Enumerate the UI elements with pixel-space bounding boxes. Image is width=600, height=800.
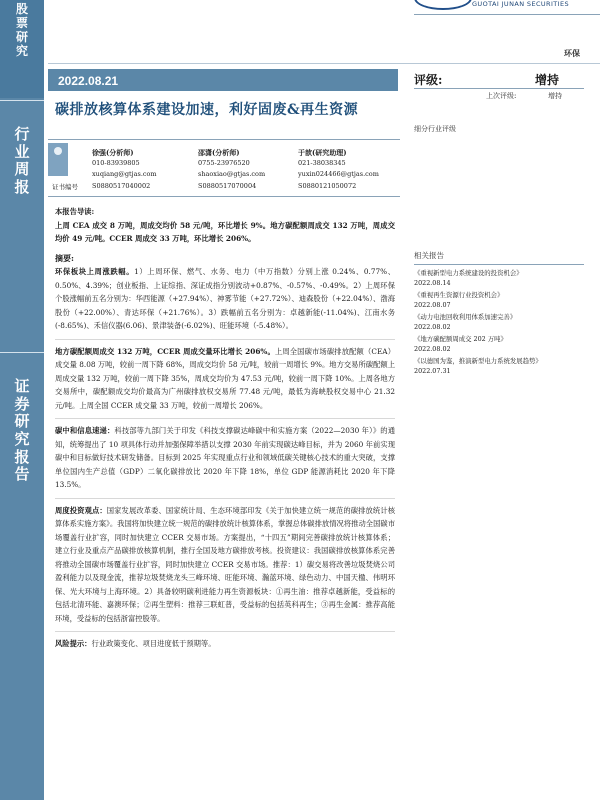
paragraph-sector-performance: [55, 265, 395, 333]
analyst-bottom-rule: [48, 196, 400, 197]
sidebar-top-label-text: 股票研究: [15, 2, 28, 59]
analyst-name: 于歆(研究助理): [298, 148, 347, 157]
related-report-date: 2022.08.07: [414, 301, 451, 309]
related-report-date: 2022.07.31: [414, 367, 451, 375]
logo-text: GUOTAI JUNAN SECURITIES: [472, 0, 570, 8]
analyst-phone: 0755-23976520: [198, 159, 250, 167]
related-report-date: 2022.08.02: [414, 323, 451, 331]
paragraph-text: 行业政策变化、项目进度低于预期等。: [91, 639, 216, 648]
analyst-cert: S0880121050072: [298, 182, 357, 190]
analyst-email[interactable]: yuxin024466@gtjas.com: [298, 170, 379, 178]
summary-label: 摘要:: [55, 252, 74, 263]
rating-subtitle: 细分行业评级: [414, 125, 456, 133]
rating-value: 增持: [535, 73, 560, 87]
logo-arc-icon: [414, 0, 472, 10]
header-rule: [414, 14, 600, 15]
paragraph-investment-view: [55, 504, 395, 626]
paragraph-lead: 风险提示：: [55, 639, 92, 648]
paragraph-text: 1）上周环保、燃气、水务、电力（中万指数）分别上涨 0.24%、0.77%、0.50%、4.39%；创业板指、上证综指、深证成指分别波动+0.87%、-0.57%、-0.49%。2）上周环保个股涨幅前五名分别为：华西能源（+27.94%）、神雾节能（+27.72%）、迪森股份（+22.04%）、渤海股份（+22.00%）、青达环保（+21.76%）。3）跌幅前五名分别为：卓越新能(-11.04%)、江南水务(-8.65%)、禾信仪器(6.06)、景津装备(-6.02%)、旺能环境（-5.48%）。: [55, 267, 395, 330]
paragraph-lead: 周度投资观点：: [55, 505, 107, 515]
related-report-link[interactable]: 《地方碳配额周成交 202 万吨》: [414, 335, 507, 343]
analyst-cert: S0880517070004: [198, 182, 257, 190]
analyst-name: 邵潇(分析师): [198, 148, 240, 157]
related-report-link[interactable]: 《重视新型电力系统建设的投资机会》: [414, 269, 523, 277]
paragraph-divider: [55, 339, 395, 340]
paragraph-carbon-news: [55, 424, 395, 492]
paragraph-lead: 环保板块上周涨跌幅。: [55, 267, 135, 276]
analyst-1: [92, 147, 157, 180]
analyst-3: [298, 147, 379, 180]
analyst-2: [198, 147, 265, 180]
rating-label: 评级:: [414, 73, 443, 87]
paragraph-text: 科技部等九部门关于印发《科技支撑碳达峰碳中和实施方案（2022—2030 年）》的通知，统筹提出了 10 项具体行动并加强保障举措以支撑 2030 年前实现碳达峰目标，并为 2060 年前实现碳中和目标做好技术研发储备。目标到 2025 年实现重点行业和领域低碳关键核心技术的重大突破，支撑单位国内生产总值（GDP）二氧化碳排放比 2020 年下降 18%，单位 GDP 能源消耗比 2020 年下降 13.5%。: [55, 426, 396, 489]
analyst-top-rule: [48, 139, 400, 140]
paragraph-carbon-market: [55, 345, 395, 413]
analyst-phone: 021-38038345: [298, 159, 346, 167]
rating-rule: [414, 88, 584, 89]
paragraph-divider: [55, 631, 395, 632]
company-logo: [414, 0, 600, 12]
paragraph-divider: [55, 498, 395, 499]
analyst-email[interactable]: shaoxiao@gtjas.com: [198, 170, 266, 178]
analyst-email[interactable]: xuqiang@gtjas.com: [92, 170, 157, 178]
related-report-date: 2022.08.14: [414, 279, 451, 287]
guide-label: 本报告导读:: [55, 207, 95, 216]
sidebar-mid-label-text: 行业周报: [14, 125, 30, 197]
analyst-cert: S0880517040002: [92, 182, 151, 190]
paragraph-text: 上周全国碳市场碳排放配额（CEA）成交量 8.08 万吨，较前一周下降 68%，周成交均价 58 元/吨，较前一周增长 9%。地方交易所碳配额上周成交量 132 万吨，较前一周下降 35%，周成交均价为 47.53 元/吨，较前一周下降 10%。上周各地方交易所中，碳配额成交均价最高为广州碳排放权交易所 77.48 元/吨，最低为海峡股权交易中心 21.32 元/吨。上周全国 CCER 成交量 33 万吨，较前一周增长 206%。: [55, 346, 395, 410]
analyst-phone: 010-83939805: [92, 159, 140, 167]
paragraph-lead: 地方碳配额周成交 132 万吨，CCER 周成交量环比增长 206%。: [55, 346, 275, 356]
paragraph-text: 国家发展改革委、国家统计局、生态环境部印发《关于加快建立统一规范的碳排放统计核算体系实施方案》。我国将加快建立统一规范的碳排放统计核算体系，掌握总体碳排放情况将推动全国碳市场覆盖行业扩容，同时加快建立 CCER 交易市场。方案提出，“十四五”期间完善碳排放统计核算体系；建立行业及重点产品碳排放核算机制，推行全国及地方碳排放考核。投资建议：我国碳排放核算体系完善将推动全国碳市场覆盖行业扩容，同时加快建立 CCER 交易市场。推荐：1）碳交易将改善垃圾焚烧公司盈利能力以及现金流，推荐垃圾焚烧龙头三峰环境、旺能环境、瀚蓝环境、绿色动力、中国天楹、伟明环保、光大环境与上海环境。2）具备较明碳利进能力再生资源板块：①再生油：推荐卓越新能，受益标的包括北清环能、嘉澳环保；②再生塑料：推荐三联虹普，受益标的包括英科再生；③再生金属：推荐高能环境，受益标的包括浙富控股等。: [55, 505, 396, 623]
related-reports-title: 相关报告: [414, 250, 584, 265]
report-date: 2022.08.21: [58, 74, 119, 88]
sidebar-mid-label: [0, 126, 44, 197]
cert-label: 证书编号: [52, 183, 78, 191]
analyst-name: 徐强(分析师): [92, 148, 134, 157]
sidebar-divider: [0, 352, 44, 353]
related-report-link[interactable]: 《以德国为鉴，推演新型电力系统发展趋势》: [414, 357, 542, 365]
related-report-date: 2022.08.02: [414, 345, 451, 353]
sidebar-bottom-label: [0, 378, 44, 484]
sidebar-top-label: [0, 2, 44, 59]
related-reports: [414, 250, 584, 378]
industry-tag: 环保: [564, 48, 580, 58]
report-body: [55, 205, 395, 657]
paragraph-risk: [55, 637, 395, 651]
related-report-link[interactable]: 《重视再生资源行业投资机会》: [414, 291, 504, 299]
top-rule: [48, 63, 600, 64]
related-report-link[interactable]: 《动力电池回收利用体系加速完善》: [414, 313, 517, 321]
paragraph-divider: [55, 418, 395, 419]
paragraph-lead: 碳中和信息速递：: [55, 426, 115, 435]
guide-paragraph: [55, 205, 395, 246]
report-title: 碳排放核算体系建设加速，利好固废&再生资源: [55, 102, 359, 118]
previous-rating-label: 上次评级:: [486, 92, 517, 100]
guide-text: 上周 CEA 成交 8 万吨，周成交均价 58 元/吨，环比增长 9%。地方碳配额周成交 132 万吨，周成交均价 49 元/吨。CCER 周成交 33 万吨，环比增长 206%。: [55, 220, 395, 243]
left-sidebar: [0, 0, 44, 800]
analyst-avatar-icon: [48, 143, 68, 176]
sidebar-bottom-label-text: 证券研究报告: [14, 377, 30, 484]
sidebar-divider: [0, 100, 44, 101]
previous-rating-value: 增持: [548, 92, 562, 100]
